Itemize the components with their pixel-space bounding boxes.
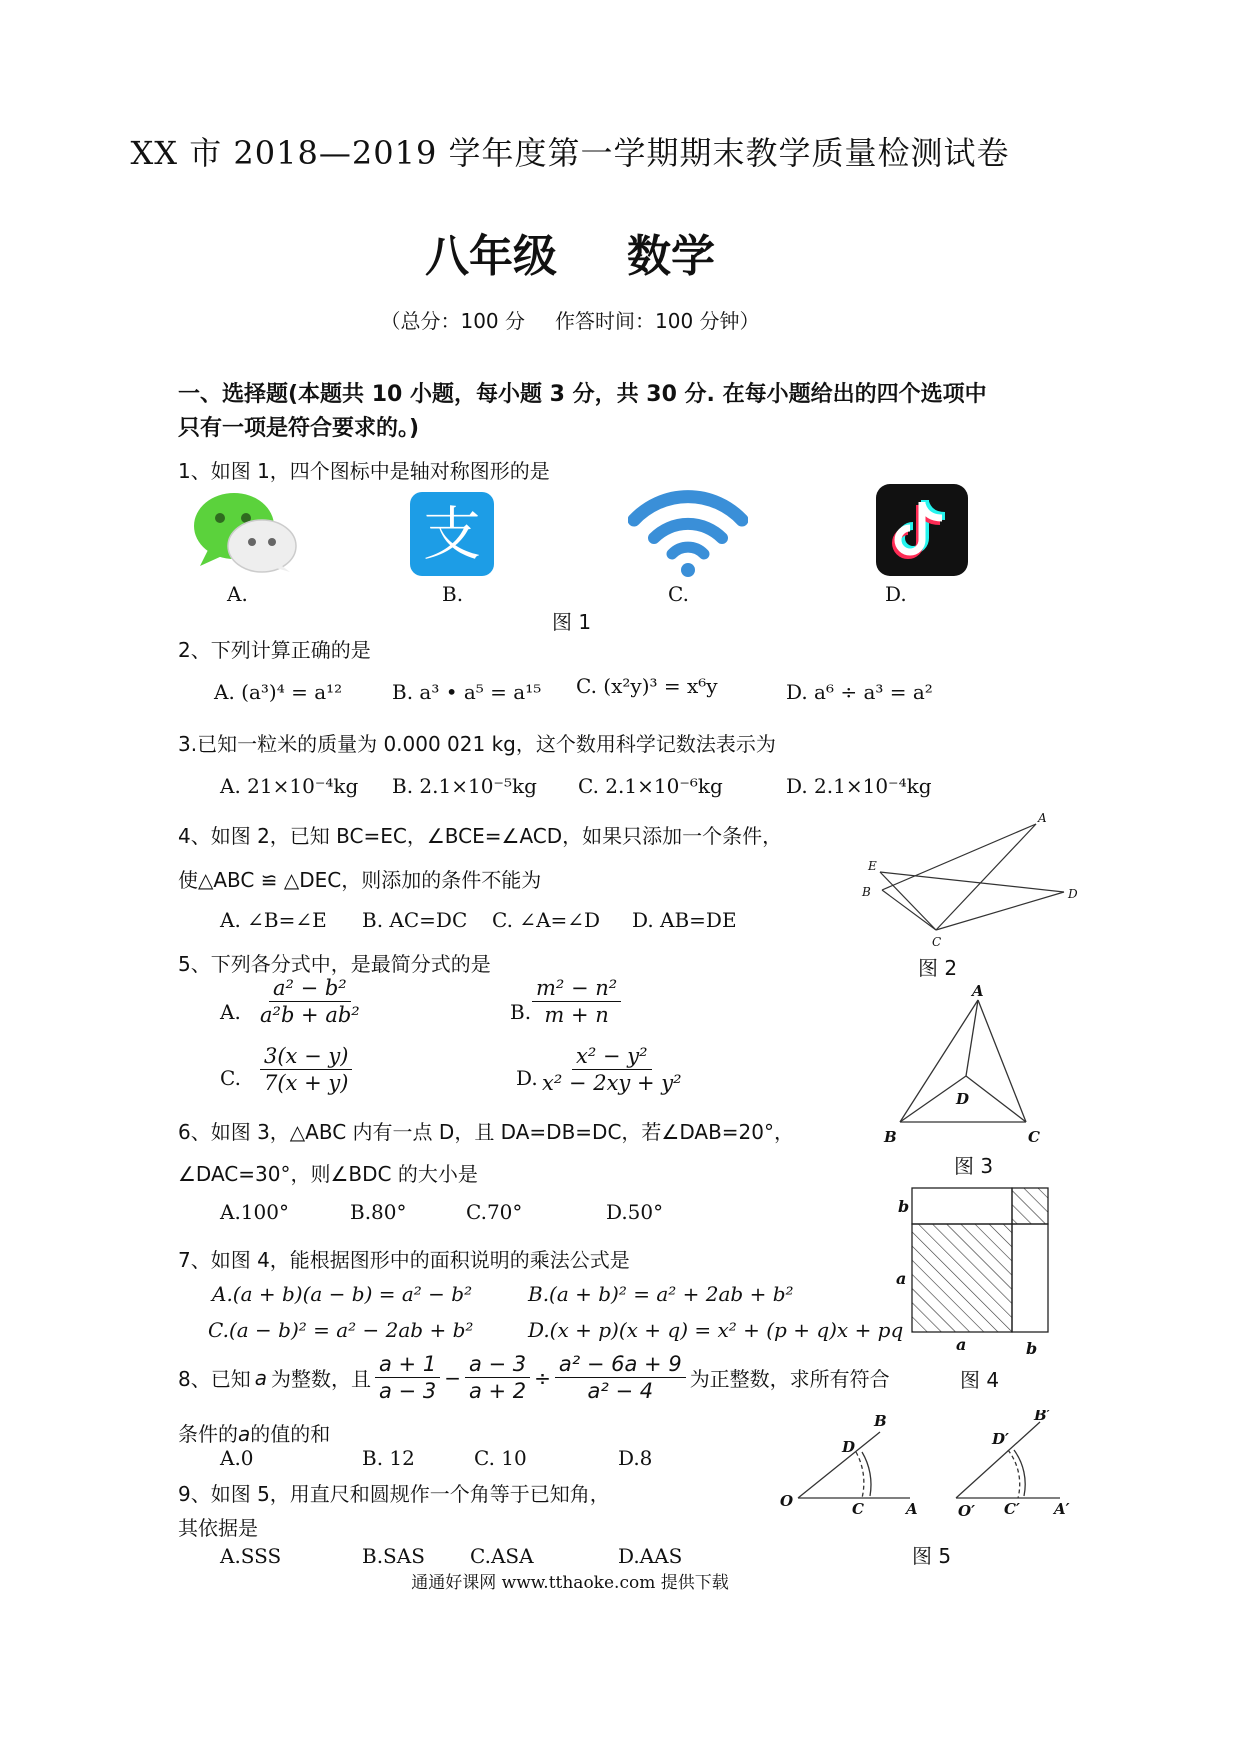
figure-3-caption: 图 3	[954, 1154, 994, 1178]
alipay-icon	[410, 492, 494, 576]
wifi-icon	[628, 486, 748, 578]
q4-option-d: D. AB=DE	[632, 908, 737, 932]
q1-label-b: B.	[442, 582, 464, 606]
point-d-label: D	[956, 1090, 970, 1108]
q3-option-c: C. 2.1×10⁻⁶kg	[578, 774, 723, 798]
point-b-label: B	[874, 1412, 887, 1430]
hatched-large-rect	[912, 1224, 1012, 1332]
q4-option-b: B. AC=DC	[362, 908, 468, 932]
question-1: 1、如图 1，四个图标中是轴对称图形的是	[178, 459, 550, 483]
q5-label-d: D.	[516, 1066, 538, 1090]
q4-option-c: C. ∠A=∠D	[492, 908, 601, 932]
segment-ed	[880, 872, 1064, 892]
question-6-line2: ∠DAC=30°，则∠BDC 的大小是	[178, 1162, 478, 1186]
figure-2-caption: 图 2	[918, 956, 958, 980]
exam-time: 作答时间：100 分钟）	[555, 309, 760, 333]
figure-2-diagram	[850, 808, 1090, 948]
point-e-label: E	[868, 859, 877, 873]
point-c-label: C	[932, 935, 942, 948]
question-9-line2: 其依据是	[178, 1516, 258, 1540]
fraction-numerator: x² − y²	[572, 1044, 652, 1070]
svg-text:支: 支	[422, 500, 482, 568]
q5-label-a: A.	[220, 1000, 241, 1024]
figure-3-diagram	[880, 982, 1050, 1152]
q8-option-b: B. 12	[362, 1446, 415, 1470]
point-c-label: C	[1028, 1128, 1040, 1146]
question-3: 3.已知一粒米的质量为 0.000 021 kg，这个数用科学记数法表示为	[178, 732, 776, 756]
fraction-numerator: a² − 6a + 9	[555, 1352, 686, 1378]
q2-option-d: D. a⁶ ÷ a³ = a²	[786, 680, 933, 704]
q7-option-a: A.(a + b)(a − b) = a² − b²	[212, 1282, 473, 1306]
hatched-corner-square	[1012, 1188, 1048, 1224]
q3-option-d: D. 2.1×10⁻⁴kg	[786, 774, 932, 798]
q8-option-d: D.8	[618, 1446, 653, 1470]
fraction-denominator: x² − 2xy + y²	[542, 1071, 682, 1095]
point-d-label: D	[842, 1438, 856, 1456]
q2-option-a: A. (a³)⁴ = a¹²	[214, 680, 343, 704]
q8-line2-post: 的值的和	[250, 1422, 331, 1446]
q5-label-b: B.	[510, 1000, 532, 1024]
fraction-denominator: a − 3	[379, 1379, 437, 1403]
point-d-label: D	[1068, 887, 1078, 901]
q8-mid: 为整数，且	[271, 1367, 371, 1391]
point-d-prime-label: D′	[992, 1430, 1009, 1448]
figure-4-caption: 图 4	[960, 1368, 1000, 1392]
arc-cd	[856, 1452, 864, 1498]
q8-minus: −	[444, 1365, 461, 1390]
q9-option-b: B.SAS	[362, 1544, 425, 1568]
fraction-denominator: a² − 4	[587, 1379, 654, 1403]
point-a-label: A	[972, 982, 984, 1000]
fraction-numerator: a² − b²	[269, 976, 351, 1002]
point-o-prime-label: O′	[958, 1502, 976, 1520]
q5-fraction-b	[532, 976, 621, 1027]
total-score: （总分：100 分	[380, 309, 525, 333]
top-left-rect	[912, 1188, 1012, 1224]
q8-option-a: A.0	[220, 1446, 254, 1470]
question-8-line1	[178, 1352, 890, 1403]
right-strip-rect	[1012, 1224, 1048, 1332]
q8-div: ÷	[534, 1365, 551, 1390]
q7-option-b: B.(a + b)² = a² + 2ab + b²	[528, 1282, 794, 1306]
q6-option-d: D.50°	[606, 1200, 664, 1224]
q1-label-c: C.	[668, 582, 689, 606]
point-b-prime-label: B′	[1034, 1410, 1051, 1424]
q8-prefix: 8、已知	[178, 1367, 251, 1391]
point-a-prime-label: A′	[1054, 1500, 1070, 1518]
q7-option-c: C.(a − b)² = a² − 2ab + b²	[208, 1318, 474, 1342]
grade-label: 八年级	[425, 231, 557, 282]
question-4-line1: 4、如图 2，已知 BC=EC，∠BCE=∠ACD，如果只添加一个条件，	[178, 824, 783, 848]
figure-4-diagram	[892, 1184, 1062, 1356]
wechat-icon	[190, 488, 300, 574]
question-7: 7、如图 4，能根据图形中的面积说明的乘法公式是	[178, 1248, 630, 1272]
q6-option-a: A.100°	[220, 1200, 289, 1224]
figure-1-caption: 图 1	[552, 610, 592, 634]
q5-fraction-a	[256, 976, 364, 1027]
fraction-numerator: 3(x − y)	[260, 1044, 352, 1070]
segment-bc	[882, 890, 936, 930]
alipay-glyph	[410, 492, 494, 576]
question-9-line1: 9、如图 5，用直尺和圆规作一个角等于已知角，	[178, 1482, 610, 1506]
fraction-numerator: a + 1	[375, 1352, 440, 1378]
q8-suffix: 为正整数，求所有符合	[689, 1367, 890, 1391]
point-a-label: A	[1038, 811, 1047, 825]
footer-note: 通通好课网 www.tthaoke.com 提供下载	[411, 1573, 729, 1593]
subject-label: 数学	[627, 231, 715, 282]
point-o-label: O	[780, 1492, 794, 1510]
segment-ca	[936, 824, 1036, 930]
segment-ad	[966, 1000, 978, 1076]
fraction-denominator: m + n	[544, 1003, 609, 1027]
question-4-line2: 使△ABC ≌ △DEC，则添加的条件不能为	[178, 868, 542, 892]
q2-option-b: B. a³ • a⁵ = a¹⁵	[392, 680, 542, 704]
q8-option-c: C. 10	[474, 1446, 527, 1470]
tiktok-icon	[876, 484, 968, 576]
segment-ec	[880, 872, 936, 930]
fraction-denominator: a + 2	[468, 1379, 527, 1403]
q9-option-d: D.AAS	[618, 1544, 683, 1568]
q3-option-b: B. 2.1×10⁻⁵kg	[392, 774, 537, 798]
segment-cd	[936, 892, 1064, 930]
arc-c-prime-d-prime-outer	[1014, 1450, 1025, 1496]
q8-line2-pre: 条件的	[178, 1422, 238, 1446]
figure-5-caption: 图 5	[912, 1544, 952, 1568]
q2-option-c: C. (x²y)³ = x⁶y	[576, 674, 718, 698]
question-8-line2	[178, 1418, 330, 1447]
q9-option-c: C.ASA	[470, 1544, 534, 1568]
side-b-bottom-label: b	[1026, 1339, 1038, 1356]
q1-label-d: D.	[885, 582, 907, 606]
point-b-label: B	[884, 1128, 897, 1146]
q3-option-a: A. 21×10⁻⁴kg	[220, 774, 359, 798]
question-5: 5、下列各分式中，是最简分式的是	[178, 952, 491, 976]
exam-subtitle	[0, 220, 1140, 284]
q8-var: a	[254, 1365, 267, 1390]
fraction-numerator: m² − n²	[532, 976, 621, 1002]
q4-option-a: A. ∠B=∠E	[220, 908, 327, 932]
exam-meta	[0, 305, 1140, 334]
exam-title: XX 市 2018—2019 学年度第一学期期末教学质量检测试卷	[130, 134, 1010, 172]
q6-option-b: B.80°	[350, 1200, 407, 1224]
section-heading	[178, 378, 1078, 446]
q9-option-a: A.SSS	[220, 1544, 282, 1568]
figure-5-diagram	[778, 1410, 1078, 1520]
q8-line2-var: a	[238, 1422, 251, 1446]
q6-option-c: C.70°	[466, 1200, 523, 1224]
q5-fraction-c	[260, 1044, 352, 1095]
q1-label-a: A.	[227, 582, 248, 606]
q7-option-d: D.(x + p)(x + q) = x² + (p + q)x + pq	[528, 1318, 904, 1342]
q5-label-c: C.	[220, 1066, 241, 1090]
fraction-denominator: a²b + ab²	[260, 1003, 360, 1027]
side-a-left-label: a	[896, 1269, 907, 1288]
section-heading-line1: 一、选择题(本题共 10 小题，每小题 3 分，共 30 分. 在每小题给出的四个选项中	[178, 382, 987, 407]
fraction-numerator: a − 3	[465, 1352, 530, 1378]
question-2: 2、下列计算正确的是	[178, 638, 371, 662]
fraction-denominator: 7(x + y)	[264, 1071, 349, 1095]
section-heading-line2: 只有一项是符合要求的。)	[178, 416, 420, 441]
point-b-label: B	[862, 885, 871, 899]
question-6-line1: 6、如图 3，△ABC 内有一点 D，且 DA=DB=DC，若∠DAB=20°，	[178, 1120, 794, 1144]
side-a-bottom-label: a	[956, 1335, 967, 1354]
point-a-label: A	[906, 1500, 918, 1518]
point-c-label: C	[852, 1500, 864, 1518]
side-b-left-label: b	[898, 1197, 910, 1216]
q5-fraction-d	[538, 1044, 686, 1095]
tiktok-note	[876, 484, 968, 576]
point-c-prime-label: C′	[1004, 1500, 1020, 1518]
